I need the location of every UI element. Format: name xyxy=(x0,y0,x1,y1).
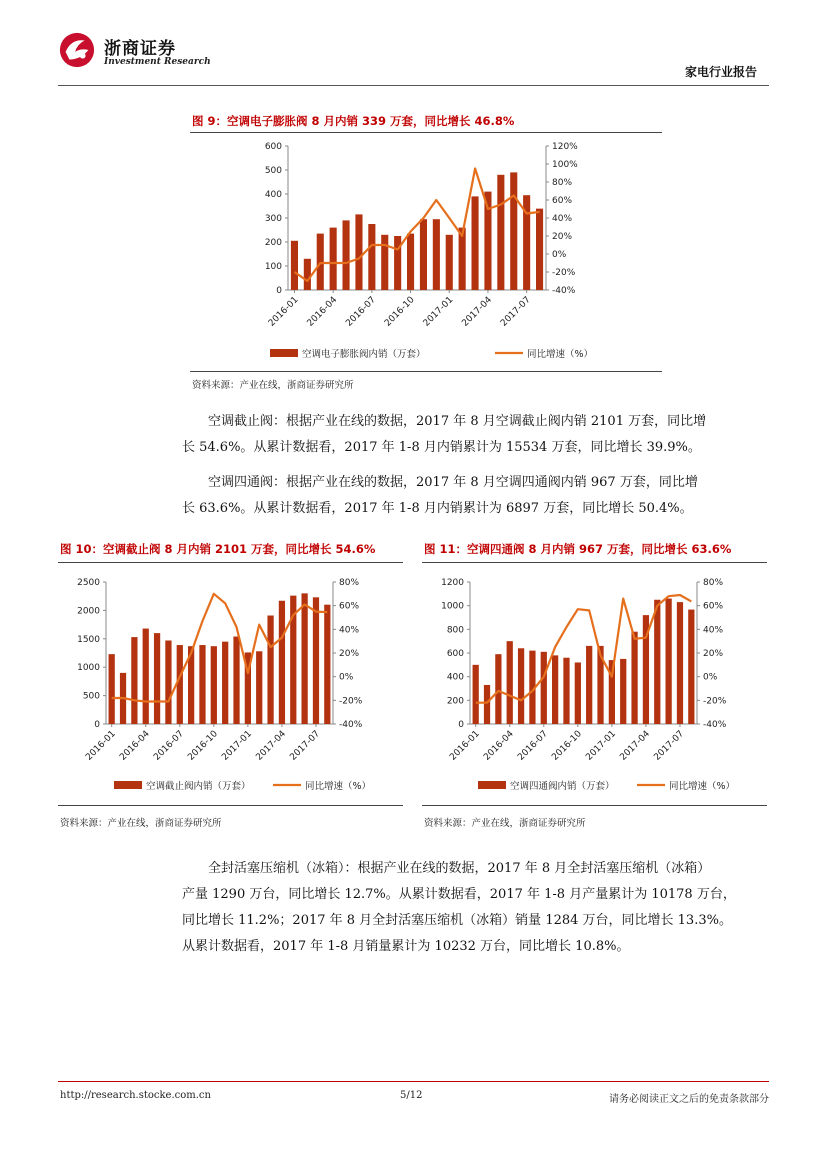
bar xyxy=(304,259,311,290)
bar xyxy=(688,610,694,724)
bar xyxy=(154,633,160,724)
x-tick-label: 2016-04 xyxy=(482,729,516,763)
right-tick-label: 40% xyxy=(339,625,360,636)
bar xyxy=(666,599,672,724)
bar xyxy=(575,662,581,724)
bar xyxy=(324,605,330,724)
right-tick-label: 40% xyxy=(703,625,724,636)
left-tick-label: 400 xyxy=(264,190,282,200)
right-tick-label: -20% xyxy=(339,696,363,707)
figure-9-chart xyxy=(190,134,662,370)
bar xyxy=(420,219,427,290)
right-tick-label: -40% xyxy=(339,720,363,730)
x-tick-label: 2017-04 xyxy=(254,729,289,763)
x-tick-label: 2017-07 xyxy=(652,729,687,763)
bar xyxy=(233,637,239,724)
x-tick-label: 2016-10 xyxy=(550,729,584,763)
right-tick-label: 40% xyxy=(552,214,573,224)
bar xyxy=(654,600,660,724)
bar xyxy=(368,224,375,290)
bar xyxy=(473,665,479,724)
x-tick-label: 2017-07 xyxy=(499,295,533,329)
bar xyxy=(495,654,501,724)
right-tick-label: 20% xyxy=(703,649,724,659)
bar xyxy=(484,685,490,724)
bar xyxy=(279,601,285,724)
bar xyxy=(313,597,319,724)
right-tick-label: 0% xyxy=(552,250,567,260)
paragraph-line: 空调截止阀：根据产业在线的数据，2017 年 8 月空调截止阀内销 2101 万套，同比增 xyxy=(208,414,707,429)
x-tick-label: 2017-04 xyxy=(460,295,495,329)
left-tick-label: 800 xyxy=(446,625,464,636)
legend-line-label: 同比增速（%） xyxy=(527,349,594,360)
x-tick-label: 2016-01 xyxy=(266,295,301,329)
right-tick-label: 60% xyxy=(552,196,573,206)
paragraph-line: 产量 1290 万台，同比增长 12.7%。从累计数据看，2017 年 1-8 月产量累计为 10178 万台， xyxy=(182,887,736,902)
paragraph-four-way-valve xyxy=(182,470,762,522)
x-tick-label: 2016-04 xyxy=(118,729,152,763)
legend-bar-label: 空调电子膨胀阀内销（万套） xyxy=(302,349,426,360)
bar xyxy=(552,655,558,724)
x-tick-label: 2017-01 xyxy=(421,295,456,329)
right-tick-label: 80% xyxy=(552,178,573,188)
bar xyxy=(510,172,517,290)
left-tick-label: 1000 xyxy=(441,601,464,612)
left-tick-label: 200 xyxy=(264,238,282,248)
right-tick-label: -40% xyxy=(552,286,576,296)
left-tick-label: 1200 xyxy=(441,578,464,588)
x-tick-label: 2016-04 xyxy=(305,295,340,329)
footer-divider xyxy=(58,1081,769,1082)
figure-11-source: 资料来源：产业在线，浙商证券研究所 xyxy=(424,818,586,829)
bar xyxy=(143,629,149,724)
bar xyxy=(536,209,543,290)
bar xyxy=(563,658,569,724)
left-tick-label: 500 xyxy=(264,166,282,176)
left-tick-label: 0 xyxy=(94,720,100,730)
figure-9-source: 资料来源：产业在线，浙商证券研究所 xyxy=(192,380,354,391)
bar xyxy=(586,646,592,724)
x-tick-label: 2017-01 xyxy=(220,729,254,763)
right-tick-label: 60% xyxy=(339,601,360,612)
bar xyxy=(620,659,626,724)
right-tick-label: 80% xyxy=(339,578,360,588)
legend-line-label: 同比增速（%） xyxy=(305,781,372,792)
figure-10-source: 资料来源：产业在线，浙商证券研究所 xyxy=(60,818,222,829)
x-tick-label: 2017-07 xyxy=(288,729,323,763)
bar xyxy=(199,645,205,724)
logo-icon xyxy=(58,31,96,69)
bar xyxy=(256,651,262,724)
left-tick-label: 600 xyxy=(446,649,464,659)
figure-10-title: 图 10：空调截止阀 8 月内销 2101 万套，同比增长 54.6% xyxy=(60,542,376,556)
paragraph-compressor xyxy=(182,856,762,960)
bar xyxy=(267,616,273,724)
right-tick-label: 80% xyxy=(703,578,724,588)
x-tick-label: 2017-01 xyxy=(584,729,618,763)
left-tick-label: 1000 xyxy=(77,663,100,674)
bar xyxy=(109,654,115,724)
paragraph-line: 同比增长 11.2%；2017 年 8 月全封活塞压缩机（冰箱）销量 1284 万台，同比增长 13.3%。 xyxy=(182,913,732,928)
right-tick-label: 20% xyxy=(339,649,360,659)
figure-10-top-rule xyxy=(58,562,403,563)
bar xyxy=(677,602,683,724)
footer-url[interactable]: http://research.stocke.com.cn xyxy=(60,1090,211,1101)
figure-9-bottom-rule xyxy=(190,371,662,372)
figure-11-title: 图 11：空调四通阀 8 月内销 967 万套，同比增长 63.6% xyxy=(424,542,732,556)
left-tick-label: 1500 xyxy=(77,634,100,645)
left-tick-label: 200 xyxy=(446,696,464,707)
bar xyxy=(355,214,362,290)
bar xyxy=(222,642,228,724)
bar xyxy=(131,637,137,724)
right-tick-label: 60% xyxy=(703,601,724,612)
right-tick-label: -40% xyxy=(703,720,727,730)
brand-subtitle: Investment Research xyxy=(104,57,211,67)
bar xyxy=(211,646,217,724)
figure-11-top-rule xyxy=(422,562,767,563)
bar xyxy=(302,593,308,724)
x-tick-label: 2016-07 xyxy=(344,295,378,329)
bar xyxy=(631,632,637,724)
bar xyxy=(343,220,350,290)
bar xyxy=(433,219,440,290)
left-tick-label: 100 xyxy=(264,262,282,272)
bar xyxy=(394,236,401,290)
bar xyxy=(446,235,453,290)
x-tick-label: 2017-04 xyxy=(618,729,653,763)
left-tick-label: 500 xyxy=(82,691,100,702)
right-tick-label: -20% xyxy=(703,696,727,707)
paragraph-line: 全封活塞压缩机（冰箱）：根据产业在线的数据，2017 年 8 月全封活塞压缩机（冰箱） xyxy=(208,861,711,876)
paragraph-line: 从累计数据看，2017 年 1-8 月销量累计为 10232 万台，同比增长 10.8%。 xyxy=(182,939,630,954)
figure-10-chart xyxy=(58,564,403,802)
footer-disclaimer: 请务必阅读正文之后的免责条款部分 xyxy=(609,1094,769,1105)
bar xyxy=(541,652,547,724)
right-tick-label: 120% xyxy=(552,142,578,152)
bar xyxy=(165,641,171,724)
paragraph-line: 长 63.6%。从累计数据看，2017 年 1-8 月内销累计为 6897 万套，同比增长 50.4%。 xyxy=(182,501,693,516)
figure-9-top-rule xyxy=(190,132,662,133)
right-tick-label: 0% xyxy=(339,672,354,683)
brand-name: 浙商证券 xyxy=(104,39,176,59)
bar xyxy=(518,648,524,724)
bar xyxy=(381,235,388,290)
right-tick-label: 0% xyxy=(703,672,718,683)
left-tick-label: 300 xyxy=(264,214,282,224)
paragraph-line: 空调四通阀：根据产业在线的数据，2017 年 8 月空调四通阀内销 967 万套，同比增 xyxy=(208,475,698,490)
paragraph-line: 长 54.6%。从累计数据看，2017 年 1-8 月内销累计为 15534 万套，同比增长 39.9%。 xyxy=(182,440,701,455)
right-tick-label: -20% xyxy=(552,268,576,278)
left-tick-label: 2500 xyxy=(77,578,100,588)
left-tick-label: 0 xyxy=(458,720,464,730)
bar xyxy=(291,241,298,290)
legend-bar-swatch xyxy=(270,349,298,357)
bar xyxy=(317,234,324,290)
x-tick-label: 2016-07 xyxy=(516,729,550,763)
x-tick-label: 2016-01 xyxy=(84,729,118,763)
figure-11-bottom-rule xyxy=(422,805,767,806)
bar xyxy=(407,234,414,290)
figure-11-chart xyxy=(422,564,767,802)
legend-bar-label: 空调截止阀内销（万套） xyxy=(146,781,251,792)
bar xyxy=(507,641,513,724)
legend-bar-label: 空调四通阀内销（万套） xyxy=(510,781,615,792)
left-tick-label: 0 xyxy=(276,286,282,296)
bar xyxy=(330,228,337,290)
bar xyxy=(177,645,183,724)
left-tick-label: 600 xyxy=(264,142,282,152)
right-tick-label: 20% xyxy=(552,232,573,242)
figure-9-title: 图 9：空调电子膨胀阀 8 月内销 339 万套，同比增长 46.8% xyxy=(192,114,515,128)
legend-bar-swatch xyxy=(114,781,142,789)
bar xyxy=(497,175,504,290)
figure-10-bottom-rule xyxy=(58,805,403,806)
x-tick-label: 2016-10 xyxy=(383,295,417,329)
legend-bar-swatch xyxy=(478,781,506,789)
legend-line-label: 同比增速（%） xyxy=(669,781,736,792)
header-divider xyxy=(58,85,769,86)
left-tick-label: 2000 xyxy=(77,606,100,617)
report-type: 家电行业报告 xyxy=(684,65,757,79)
left-tick-label: 400 xyxy=(446,672,464,683)
paragraph-stop-valve xyxy=(182,409,762,461)
x-tick-label: 2016-01 xyxy=(448,729,482,763)
x-tick-label: 2016-10 xyxy=(186,729,220,763)
right-tick-label: 100% xyxy=(552,160,578,170)
page-number: 5/12 xyxy=(400,1090,423,1101)
x-tick-label: 2016-07 xyxy=(152,729,186,763)
bar xyxy=(472,196,479,290)
